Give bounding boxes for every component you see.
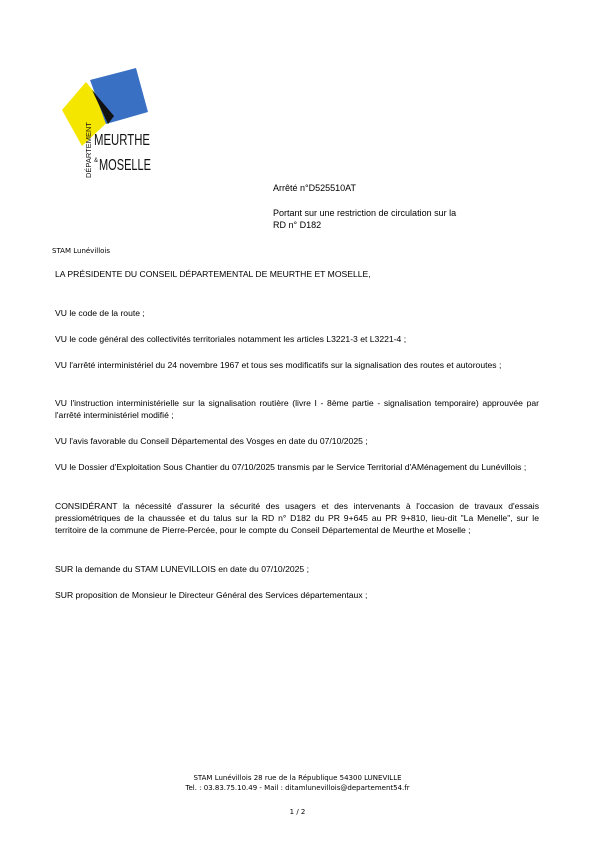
paragraph-sur-proposition: SUR proposition de Monsieur le Directeur Général des Services départementaux ; — [55, 590, 368, 600]
subject-line-2: RD n° D182 — [273, 220, 322, 230]
department-logo — [62, 66, 158, 178]
paragraph-vu-dossier: VU le Dossier d'Exploitation Sous Chantier du 07/10/2025 transmis par le Service Territorial d'AMénagement du Lunévillois ; — [55, 462, 527, 472]
presidente-heading: LA PRÉSIDENTE DU CONSEIL DÉPARTEMENTAL DE MEURTHE ET MOSELLE, — [55, 269, 371, 279]
page-number: 1 / 2 — [289, 808, 306, 816]
footer-address: STAM Lunévillois 28 rue de la République 54300 LUNEVILLE — [193, 774, 402, 782]
meurthe-moselle-logo-graphic — [62, 66, 158, 178]
logo-line2: MOSELLE — [99, 157, 151, 174]
subject-line-1: Portant sur une restriction de circulation sur la — [273, 208, 457, 218]
logo-vertical-text: DÉPARTEMENT — [84, 122, 93, 178]
paragraph-vu-instruction: VU l'instruction interministérielle sur la signalisation routière (livre I - 8ème partie - signalisation temporaire) approuvée par l'arrêté interministériel modifié ; — [55, 398, 539, 420]
service-name: STAM Lunévillois — [52, 247, 111, 255]
paragraph-vu-cgct: VU le code général des collectivités territoriales notamment les articles L3221-3 et L3221-4 ; — [55, 334, 407, 344]
paragraph-vu-arrete-1967: VU l'arrêté interministériel du 24 novembre 1967 et tous ses modificatifs sur la signalisation des routes et autoroutes ; — [55, 360, 502, 370]
paragraph-vu-code-route: VU le code de la route ; — [55, 308, 145, 318]
logo-et: & — [94, 158, 99, 164]
paragraph-vu-avis: VU l'avis favorable du Conseil Départemental des Vosges en date du 07/10/2025 ; — [55, 436, 368, 446]
logo-line1: MEURTHE — [94, 132, 150, 149]
arrete-subject — [273, 207, 513, 231]
footer-contact: Tel. : 03.83.75.10.49 - Mail : ditamlunevillois@departement54.fr — [185, 784, 410, 792]
arrete-number: Arrêté n°D525510AT — [273, 183, 356, 193]
paragraph-sur-demande: SUR la demande du STAM LUNEVILLOIS en date du 07/10/2025 ; — [55, 564, 309, 574]
paragraph-considerant: CONSIDÉRANT la nécessité d'assurer la sécurité des usagers et des intervenants à l'occasion de travaux d'essais pressiométriques de la chaussée et du talus sur la RD n° D182 du PR 9+645 au PR 9+810, lieu-dit "La Menelle", sur le territoire de la commune de Pierre-Percée, pour le compte du Conseil Départemental de Meurthe et Moselle ; — [55, 501, 539, 535]
